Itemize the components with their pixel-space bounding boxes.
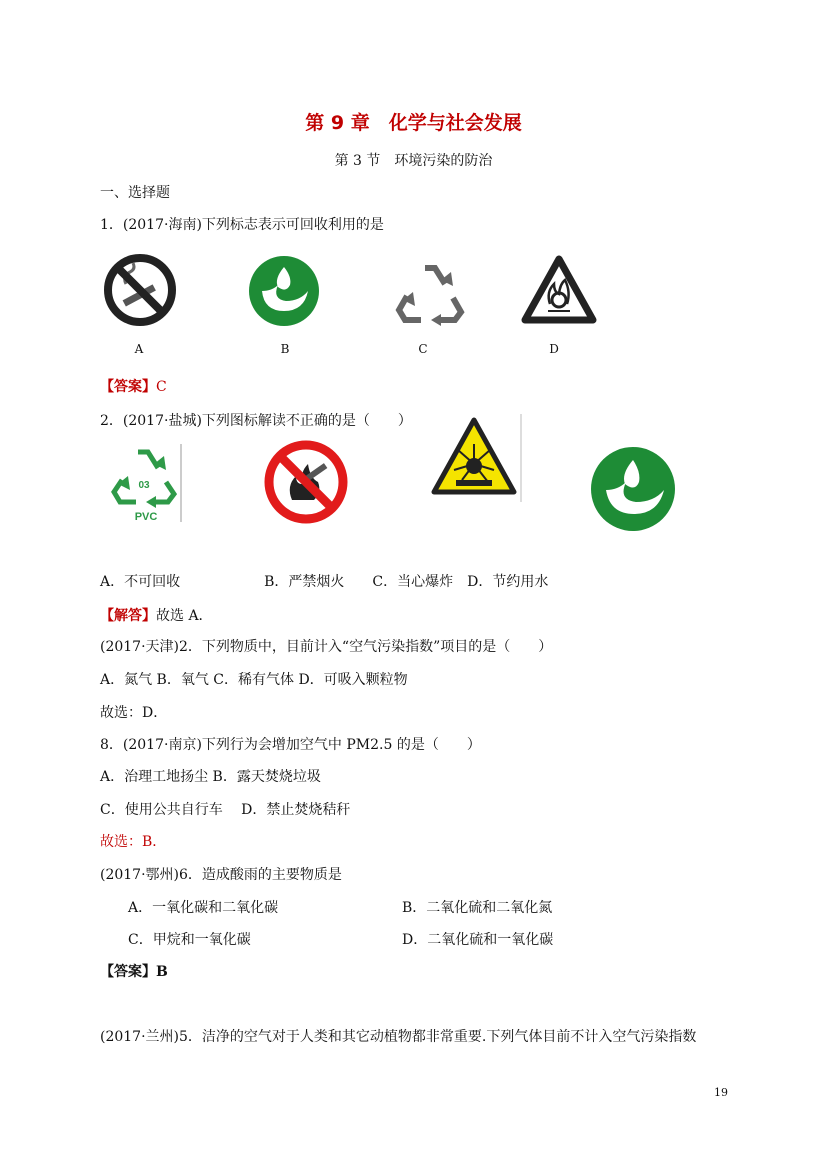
part-heading: 一、选择题 <box>100 185 170 201</box>
oxidizer-warning-icon <box>522 256 596 324</box>
q2-options: A．不可回收 B．严禁烟火 C．当心爆炸 D．节约用水 <box>100 574 549 590</box>
pvc-recycle-icon <box>108 444 184 524</box>
q5-option-d: D．二氧化硫和一氧化碳 <box>402 932 554 948</box>
q3-options: A．氮气 B．氧气 C．稀有气体 D．可吸入颗粒物 <box>100 672 408 688</box>
q5-answer: 【答案】B <box>100 964 168 980</box>
q5-option-a: A．一氧化碳和二氧化碳 <box>128 900 279 916</box>
q1-stem: 1．(2017·海南)下列标志表示可回收利用的是 <box>100 217 384 233</box>
section-title: 第 3 节 环境污染的防治 <box>334 153 493 169</box>
q1-option-label-b: B <box>280 342 290 356</box>
water-saving-icon <box>248 255 320 327</box>
water-saving-icon-2 <box>590 446 676 532</box>
q1-answer-value: C <box>156 379 167 395</box>
q1-option-label-d: D <box>549 342 559 356</box>
q1-answer <box>100 376 167 396</box>
q2-answer <box>100 605 213 625</box>
q1-option-label-c: C <box>418 342 428 356</box>
q4-options-line1: A．治理工地扬尘 B．露天焚烧垃圾 <box>100 769 321 785</box>
q3-answer: 故选：D． <box>100 705 168 721</box>
q5-option-b: B．二氧化硫和二氧化氮 <box>402 900 553 916</box>
explosion-warning-icon <box>430 414 522 502</box>
q6-stem: (2017·兰州)5．洁净的空气对于人类和其它动植物都非常重要.下列气体目前不计入空气污染指数 <box>100 1029 697 1045</box>
q5-option-c: C．甲烷和一氧化碳 <box>128 932 251 948</box>
recycle-icon <box>395 262 467 326</box>
q5-stem: (2017·鄂州)6．造成酸雨的主要物质是 <box>100 867 342 883</box>
pvc-label: PVC <box>134 511 158 523</box>
no-smoking-icon <box>102 254 178 326</box>
page-number: 19 <box>714 1086 728 1099</box>
q1-answer-tag: 【答案】 <box>100 379 156 395</box>
no-fire-icon <box>262 438 350 526</box>
q2-answer-text: 故选 A． <box>156 608 213 624</box>
pvc-number: 03 <box>138 480 150 491</box>
q1-option-label-a: A <box>134 342 144 356</box>
q2-stem: 2．(2017·盐城)下列图标解读不正确的是（ ） <box>100 413 412 429</box>
q4-stem: 8．(2017·南京)下列行为会增加空气中 PM2.5 的是（ ） <box>100 737 481 753</box>
chapter-title: 第 9 章 化学与社会发展 <box>305 112 522 134</box>
q3-stem: (2017·天津)2．下列物质中，目前计入“空气污染指数”项目的是（ ） <box>100 639 553 655</box>
q2-answer-tag: 【解答】 <box>100 608 156 624</box>
q4-answer: 故选：B． <box>100 834 167 850</box>
q4-options-line2: C．使用公共自行车 D．禁止焚烧秸秆 <box>100 802 351 818</box>
